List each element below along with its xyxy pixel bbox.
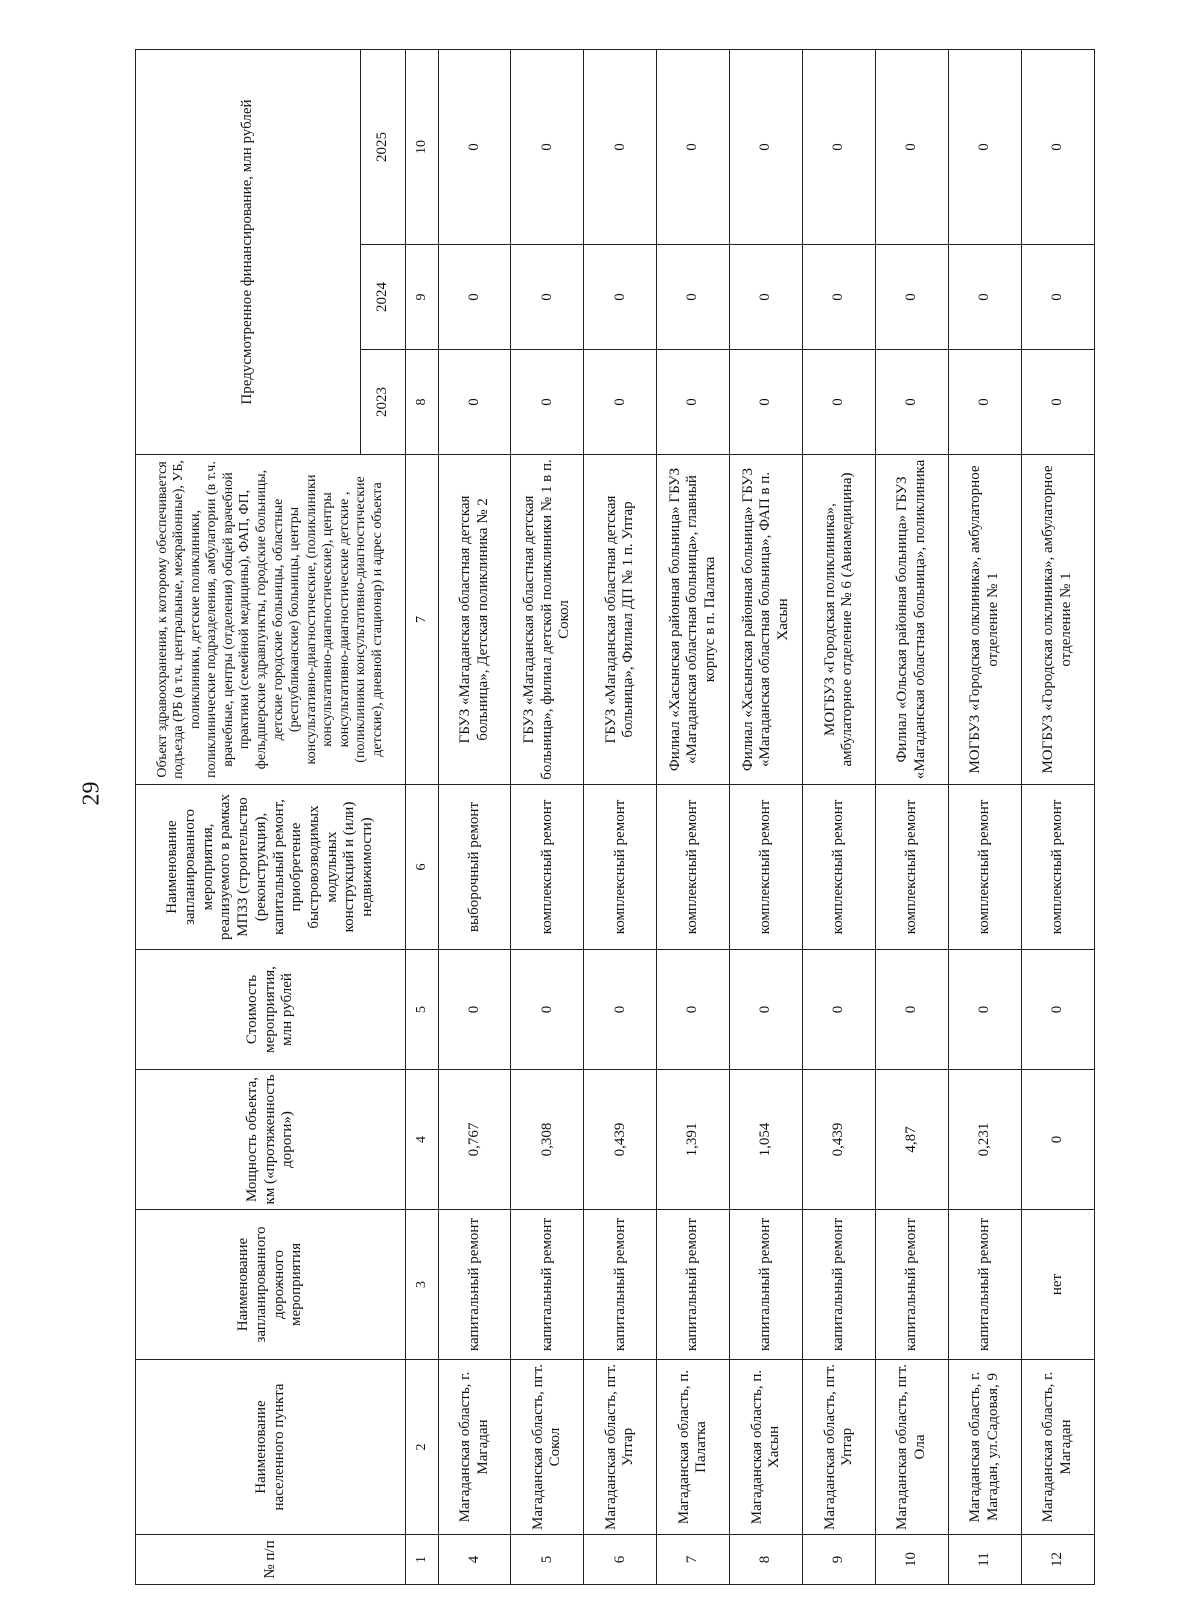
row-index: 4	[438, 1535, 511, 1585]
header-health-object: Объект здравоохранения, к которому обеспечивается подъезда (РБ (в т.ч. центральные, межрайонные), УБ, поликлиники, детские поликлиники, поликлинические подразделения, амбулатории (в т.ч. врачебные, центры (отделения) общей врачебной практики (семейной медицины), ФАП, ФП, фельдшерские здравпункты, городские больницы, детские городские больницы, областные (республиканские) больницы, центры консультативно-диагностические, (поликлиники консультативно-диагностические), центры консультативно-диагностические детские , (поликлиники консультативно-диагностические детские), дневной стационар) и адрес объекта	[136, 455, 406, 785]
table-row	[511, 50, 584, 1585]
header-settlement: Наименование населенного пункта	[136, 1360, 406, 1535]
row-index: 11	[949, 1535, 1022, 1585]
road-measures-table	[135, 49, 1095, 1585]
row-2025: 0	[657, 50, 730, 245]
row-2024: 0	[657, 245, 730, 350]
row-settlement: Магаданская область, пгт. Ола	[876, 1360, 949, 1535]
row-2023: 0	[511, 350, 584, 455]
column-number: 8	[406, 350, 439, 455]
row-2023: 0	[438, 350, 511, 455]
row-cost: 0	[511, 950, 584, 1070]
row-index: 7	[657, 1535, 730, 1585]
row-health-object: ГБУЗ «Магаданская областная детская больница», Детская поликлиника № 2	[438, 455, 511, 785]
row-settlement: Магаданская область, г. Магадан, ул.Садовая, 9	[949, 1360, 1022, 1535]
row-capacity: 0,308	[511, 1070, 584, 1210]
column-number: 3	[406, 1210, 439, 1360]
row-settlement: Магаданская область, пгт. Уптар	[803, 1360, 876, 1535]
row-planned-event: комплексный ремонт	[949, 785, 1022, 950]
row-2024: 0	[949, 245, 1022, 350]
row-capacity: 0,439	[803, 1070, 876, 1210]
row-2023: 0	[949, 350, 1022, 455]
row-index: 10	[876, 1535, 949, 1585]
row-planned-event: комплексный ремонт	[584, 785, 657, 950]
column-number: 10	[406, 50, 439, 245]
row-2023: 0	[584, 350, 657, 455]
row-cost: 0	[657, 950, 730, 1070]
row-health-object: ГБУЗ «Магаданская областная детская больница», Филиал ДП № 1 п. Уптар	[584, 455, 657, 785]
table-row	[584, 50, 657, 1585]
row-planned-event: комплексный ремонт	[657, 785, 730, 950]
header-planned-event: Наименование запланированного мероприятия, реализуемого в рамках МПЗЗ (строительство (реконструкция), капитальный ремонт, приобретение быстровозводимых модульных конструкций и (или) недвижимости)	[136, 785, 406, 950]
row-index: 6	[584, 1535, 657, 1585]
row-2024: 0	[438, 245, 511, 350]
row-capacity: 4,87	[876, 1070, 949, 1210]
row-2023: 0	[730, 350, 803, 455]
row-planned-event: комплексный ремонт	[511, 785, 584, 950]
row-cost: 0	[438, 950, 511, 1070]
row-2023: 0	[876, 350, 949, 455]
row-capacity: 0	[1022, 1070, 1095, 1210]
column-number: 9	[406, 245, 439, 350]
row-index: 9	[803, 1535, 876, 1585]
row-cost: 0	[876, 950, 949, 1070]
row-2023: 0	[657, 350, 730, 455]
column-number: 2	[406, 1360, 439, 1535]
row-road-measure: капитальный ремонт	[584, 1210, 657, 1360]
row-health-object: Филиал «Хасынская районная больница» ГБУЗ «Магаданская областная больница», ФАП в п. Хасын	[730, 455, 803, 785]
row-planned-event: комплексный ремонт	[803, 785, 876, 950]
row-health-object: Филиал «Хасынская районная больница» ГБУЗ «Магаданская областная больница», главный корпус в п. Палатка	[657, 455, 730, 785]
row-capacity: 0,767	[438, 1070, 511, 1210]
header-year-2025: 2025	[361, 50, 406, 245]
table-row	[1022, 50, 1095, 1585]
row-health-object: МОГБУЗ «Городская олклиника», амбулаторное отделение № 1	[949, 455, 1022, 785]
header-index: № п/п	[136, 1535, 406, 1585]
row-planned-event: комплексный ремонт	[1022, 785, 1095, 950]
row-capacity: 0,439	[584, 1070, 657, 1210]
table-row	[730, 50, 803, 1585]
row-2024: 0	[1022, 245, 1095, 350]
row-2024: 0	[730, 245, 803, 350]
row-settlement: Магаданская область, г. Магадан	[1022, 1360, 1095, 1535]
row-health-object: ГБУЗ «Магаданская областная детская больница», филиал детской поликлиники № 1 в п. Сокол	[511, 455, 584, 785]
row-planned-event: выборочный ремонт	[438, 785, 511, 950]
row-settlement: Магаданская область, г. Магадан	[438, 1360, 511, 1535]
row-cost: 0	[584, 950, 657, 1070]
column-number: 1	[406, 1535, 439, 1585]
row-2024: 0	[511, 245, 584, 350]
row-road-measure: нет	[1022, 1210, 1095, 1360]
row-health-object: МОГБУЗ «Городская поликлиника», амбулаторное отделение № 6 (Авиамедицина)	[803, 455, 876, 785]
header-road-measure: Наименование запланированного дорожного мероприятия	[136, 1210, 406, 1360]
row-cost: 0	[730, 950, 803, 1070]
row-2024: 0	[584, 245, 657, 350]
rotated-table-sheet	[135, 50, 1095, 1585]
table-row	[949, 50, 1022, 1585]
page-number: 29	[78, 781, 105, 806]
column-number: 4	[406, 1070, 439, 1210]
row-road-measure: капитальный ремонт	[657, 1210, 730, 1360]
row-2023: 0	[803, 350, 876, 455]
table-row	[438, 50, 511, 1585]
row-capacity: 0,231	[949, 1070, 1022, 1210]
row-road-measure: капитальный ремонт	[730, 1210, 803, 1360]
row-settlement: Магаданская область, пгт. Сокол	[511, 1360, 584, 1535]
row-index: 12	[1022, 1535, 1095, 1585]
header-year-2023: 2023	[361, 350, 406, 455]
header-financing: Предусмотренное финансирование, млн рублей	[136, 50, 361, 455]
row-2025: 0	[949, 50, 1022, 245]
table-row	[876, 50, 949, 1585]
column-number: 7	[406, 455, 439, 785]
header-capacity: Мощность объекта, км («протяженность дороги»)	[136, 1070, 406, 1210]
row-2024: 0	[803, 245, 876, 350]
row-road-measure: капитальный ремонт	[438, 1210, 511, 1360]
row-capacity: 1,391	[657, 1070, 730, 1210]
column-number-row	[406, 50, 439, 1585]
column-number: 5	[406, 950, 439, 1070]
row-2025: 0	[876, 50, 949, 245]
row-road-measure: капитальный ремонт	[876, 1210, 949, 1360]
row-2025: 0	[584, 50, 657, 245]
row-2025: 0	[438, 50, 511, 245]
row-2025: 0	[730, 50, 803, 245]
row-settlement: Магаданская область, п. Хасын	[730, 1360, 803, 1535]
row-planned-event: комплексный ремонт	[876, 785, 949, 950]
header-year-2024: 2024	[361, 245, 406, 350]
row-2025: 0	[803, 50, 876, 245]
row-cost: 0	[1022, 950, 1095, 1070]
row-2024: 0	[876, 245, 949, 350]
row-road-measure: капитальный ремонт	[803, 1210, 876, 1360]
row-capacity: 1,054	[730, 1070, 803, 1210]
row-settlement: Магаданская область, пгт. Уптар	[584, 1360, 657, 1535]
row-2023: 0	[1022, 350, 1095, 455]
row-road-measure: капитальный ремонт	[949, 1210, 1022, 1360]
row-index: 8	[730, 1535, 803, 1585]
row-road-measure: капитальный ремонт	[511, 1210, 584, 1360]
row-planned-event: комплексный ремонт	[730, 785, 803, 950]
row-index: 5	[511, 1535, 584, 1585]
row-health-object: Филиал «Ольская районная больница» ГБУЗ «Магаданская областная больница», поликлиника	[876, 455, 949, 785]
table-row	[657, 50, 730, 1585]
header-cost: Стоимость мероприятия, млн рублей	[136, 950, 406, 1070]
row-health-object: МОГБУЗ «Городская олклиника», амбулаторное отделение № 1	[1022, 455, 1095, 785]
row-2025: 0	[511, 50, 584, 245]
column-number: 6	[406, 785, 439, 950]
row-cost: 0	[949, 950, 1022, 1070]
row-2025: 0	[1022, 50, 1095, 245]
table-row	[803, 50, 876, 1585]
row-settlement: Магаданская область, п. Палатка	[657, 1360, 730, 1535]
row-cost: 0	[803, 950, 876, 1070]
